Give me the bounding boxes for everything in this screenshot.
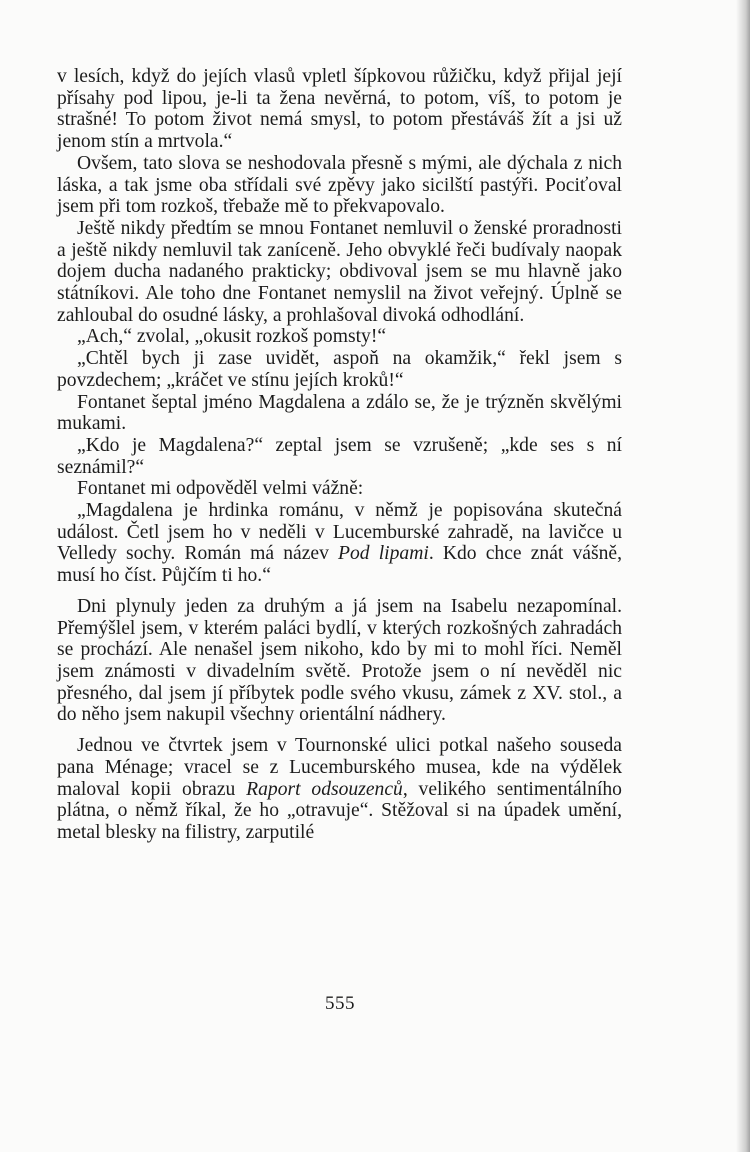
- paragraph-9: [57, 500, 622, 587]
- paragraph-11-end: , velikého sentimentálního plátna, o němž říkal, že ho „otravuje“. Stěžoval si na úpadek umění, metal blesky na filistry, zarputilé: [57, 778, 622, 843]
- paragraph-2: Ovšem, tato slova se neshodovala přesně s mými, ale dýchala z nich láska, a tak jsme oba střídali své zpěvy jako sicilští pastýři. Pociťoval jsem při tom rozkoš, třebaže mě to překvapovalo.: [57, 152, 622, 218]
- page-edge-shadow: [736, 0, 750, 1152]
- book-title-italic: Pod lipami: [338, 543, 429, 565]
- paragraph-11-start: Jednou ve čtvrtek jsem v Tournonské ulici potkal našeho souseda pana Ménage; vracel se z Lucemburského musea, kde na výdělek maloval kopii obrazu: [57, 735, 622, 800]
- paragraph-9-start: „Magdalena je hrdinka románu, v němž je popisována skutečná událost. Četl jsem ho v neděli v Lucemburské zahradě, na lavičce u Velledy sochy. Román má název: [57, 500, 622, 565]
- painting-title-italic: Raport odsouzenců: [246, 778, 403, 800]
- paragraph-10: Dni plynuly jeden za druhým a já jsem na Isabelu nezapomínal. Přemýšlel jsem, v kterém paláci bydlí, v kterých rozkošných zahradách se prochází. Ale nenašel jsem nikoho, kdo by mi to mohl říci. Neměl jsem známosti v divadelním světě. Protože jsem o ní nevěděl nic přesného, dal jsem jí příbytek podle svého vkusu, zámek z XV. stol., a do něho jsem nakupil všechny orientální nádhery.: [57, 595, 622, 726]
- paragraph-8: Fontanet mi odpověděl velmi vážně:: [77, 478, 364, 500]
- paragraph-6: Fontanet šeptal jméno Magdalena a zdálo se, že je trýzněn skvělými mukami.: [57, 391, 622, 435]
- body-text: [57, 66, 622, 844]
- paragraph-9-end: . Kdo chce znát vášně, musí ho číst. Půjčím ti ho.“: [57, 543, 622, 587]
- paragraph-5: „Chtěl bych ji zase uvidět, aspoň na okamžik,“ řekl jsem s povzdechem; „kráčet ve stínu jejích kroků!“: [57, 348, 622, 391]
- paragraph-4: „Ach,“ zvolal, „okusit rozkoš pomsty!“: [77, 326, 387, 348]
- paragraph-3: Ještě nikdy předtím se mnou Fontanet nemluvil o ženské proradnosti a ještě nikdy nemluvil tak zaníceně. Jeho obvyklé řeči budívaly naopak dojem ducha nadaného prakticky; obdivoval jsem se mu hlavně jako státníkovi. Ale toho dne Fontanet nemyslil na život veřejný. Úplně se zahloubal do osudné lásky, a prohlašoval divoká odhodlání.: [57, 217, 622, 326]
- page-number: 555: [325, 993, 355, 1014]
- paragraph-7: „Kdo je Magdalena?“ zeptal jsem se vzrušeně; „kde ses s ní seznámil?“: [57, 434, 622, 478]
- paragraph-1: v lesích, když do jejích vlasů vpletl šípkovou růžičku, když přijal její přísahy pod lipou, je-li ta žena nevěrná, to potom, víš, to potom je strašné! To potom život nemá smysl, to potom přestáváš žít a jsi už jenom stín a mrtvola.“: [57, 66, 622, 153]
- paragraph-11: [57, 735, 622, 844]
